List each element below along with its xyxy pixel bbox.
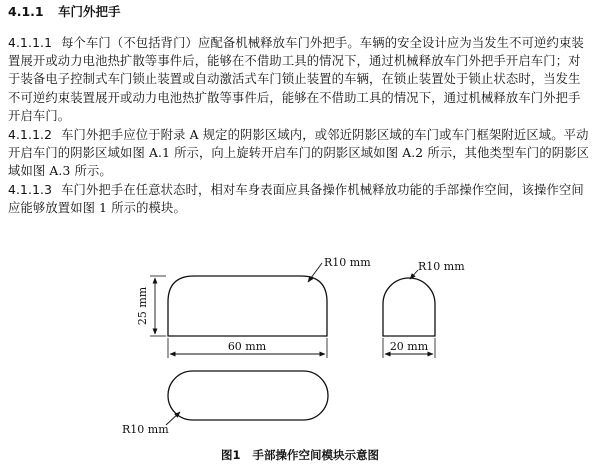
clause-text: 车门外把手应位于附录 A 规定的阴影区域内，或邻近阴影区域的车门或车门框架附近区域。平动开启车门的阴影区域如图 A.1 所示，向上旋转开启车门的阴影区域如图 A.2 所示，其他类型车门的阴影区域如图 A.3 所示。 [8, 128, 590, 179]
module-rounded-rect [168, 276, 327, 336]
width-label-left: 60 mm [227, 340, 267, 353]
clause-number: 4.1.1.2 [8, 128, 53, 142]
module-arched [383, 278, 435, 336]
radius-label-right: R10 mm [418, 260, 465, 273]
module-stadium [168, 371, 328, 420]
section-number: 4.1.1 [8, 4, 44, 19]
height-label: 25 mm [136, 286, 149, 326]
clause-number: 4.1.1.1 [8, 36, 53, 50]
clause-text: 车门外把手在任意状态时，相对车身表面应具备操作机械释放功能的手部操作空间，该操作空间应能够放置如图 1 所示的模块。 [8, 183, 584, 216]
clause-number: 4.1.1.3 [8, 183, 53, 197]
radius-leader-right [410, 270, 418, 279]
width-label-right: 20 mm [389, 340, 429, 353]
radius-label-left: R10 mm [324, 256, 371, 269]
figure-caption [0, 447, 600, 463]
section-title: 车门外把手 [57, 4, 121, 19]
clause-text: 每个车门（不包括背门）应配备机械释放车门外把手。车辆的安全设计应为当发生不可逆约束装置展开或动力电池热扩散等事件后，能够在不借助工具的情况下，通过机械释放车门外把手开启车门；对于装备电子控制式车门锁止装置或自动激活式车门锁止装置的车辆，在锁止装置处于锁止状态时，当发生不可逆约束装置展开或动力电池热扩散等事件后，能够在不借助工具的情况下，通过机械释放车门外把手开启车门。 [8, 36, 584, 123]
figure-number: 图1 [220, 448, 241, 462]
radius-label-bottom: R10 mm [122, 423, 169, 436]
figure-title: 手部操作空间模块示意图 [252, 448, 379, 462]
